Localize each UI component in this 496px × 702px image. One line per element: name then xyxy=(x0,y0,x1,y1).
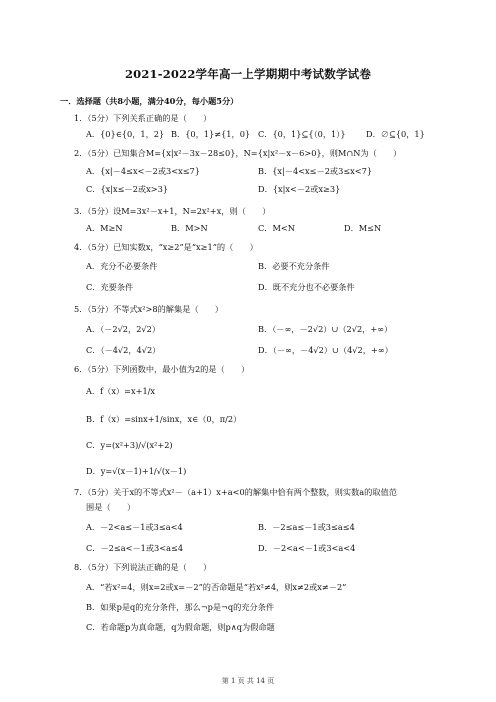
q5-option-a: A．（－2√2，2√2） xyxy=(86,324,161,334)
q7-stem-line1: 7．（5分）关于x的不等式x²－（a+1）x+a<0的解集中恰有两个整数，则实数a的取值范 xyxy=(74,487,397,497)
q1-option-d: D．∅⊆{0，1} xyxy=(366,129,425,139)
q3-option-a: A．M≥N xyxy=(86,223,123,233)
q5-option-c: C．（－4√2，4√2） xyxy=(86,345,161,355)
q2-option-b: B．{x|－4<x≤－2或3≤x<7} xyxy=(258,166,373,176)
q3-option-d: D．M≤N xyxy=(344,223,382,233)
q8-stem: 8．（5分）下列说法正确的是（ ） xyxy=(74,562,212,572)
q5-option-b: B．（－∞，－2√2）∪（2√2，+∞） xyxy=(258,324,393,334)
q6-option-b: B．f（x）=sinx+1/sinx，x∈（0，π/2） xyxy=(86,414,242,424)
q7-option-c: C．－2≤a<－1或3<a≤4 xyxy=(86,543,184,553)
q6-option-d: D．y=√(x－1)+1/√(x－1) xyxy=(86,466,187,476)
q1-option-c: C．{0，1}⊆{（0，1）} xyxy=(258,129,346,139)
q7-option-a: A．－2<a≤－1或3≤a<4 xyxy=(86,522,183,532)
q4-option-b: B．必要不充分条件 xyxy=(258,261,330,271)
q8-option-a: A．“若x²=4，则x=2或x=－2”的否命题是“若x²≠4，则x≠2或x≠－2” xyxy=(86,582,347,592)
q8-option-c: C．若命题p为真命题，q为假命题，则p∧q为假命题 xyxy=(86,622,275,632)
page-title: 2021-2022学年高一上学期期中考试数学试卷 xyxy=(124,67,372,81)
section-heading: 一．选择题（共8小题，满分40分，每小题5分） xyxy=(60,96,239,106)
q4-option-c: C．充要条件 xyxy=(86,282,134,292)
q3-option-c: C．M<N xyxy=(258,223,295,233)
q2-option-a: A．{x|－4≤x<－2或3<x≤7} xyxy=(86,166,200,176)
q1-option-a: A．{0}∈{0，1，2} xyxy=(86,129,165,139)
q5-stem: 5．（5分）不等式x²>8的解集是（ ） xyxy=(74,304,224,314)
q8-option-b: B．如果p是q的充分条件，那么¬p是¬q的充分条件 xyxy=(86,602,275,612)
q7-stem-line2: 围是（ ） xyxy=(86,502,136,512)
q2-stem: 2．（5分）已知集合M={x|x²－3x－28≤0}，N={x|x²－x－6>0}，则M∩N为（ ） xyxy=(74,148,402,158)
page-footer: 第 1 页 共 14 页 xyxy=(221,677,275,685)
q3-option-b: B．M>N xyxy=(171,223,208,233)
q7-option-d: D．－2<a<－1或3<a<4 xyxy=(258,543,356,553)
q6-option-a: A．f（x）=x+1/x xyxy=(86,386,156,396)
q4-stem: 4．（5分）已知实数x，“x≥2”是“x≥1”的（ ） xyxy=(74,242,258,252)
q6-option-c: C．y=(x²+3)/√(x²+2) xyxy=(86,440,173,450)
q5-option-d: D．（－∞，－4√2）∪（4√2，+∞） xyxy=(258,345,393,355)
q2-option-d: D．{x|x<－2或x≥3} xyxy=(258,184,341,194)
q4-option-a: A．充分不必要条件 xyxy=(86,261,158,271)
q1-stem: 1．（5分）下列关系正确的是（ ） xyxy=(74,113,212,123)
q1-option-b: B．{0，1}≠{1，0} xyxy=(171,129,251,139)
q4-option-d: D．既不充分也不必要条件 xyxy=(258,282,355,292)
q7-option-b: B．－2≤a≤－1或3≤a≤4 xyxy=(258,522,355,532)
q2-option-c: C．{x|x≤－2或x>3} xyxy=(86,184,168,194)
q3-stem: 3．（5分）设M=3x²－x+1，N=2x²+x，则（ ） xyxy=(74,206,271,216)
q6-stem: 6．（5分）下列函数中，最小值为2的是（ ） xyxy=(74,364,250,374)
